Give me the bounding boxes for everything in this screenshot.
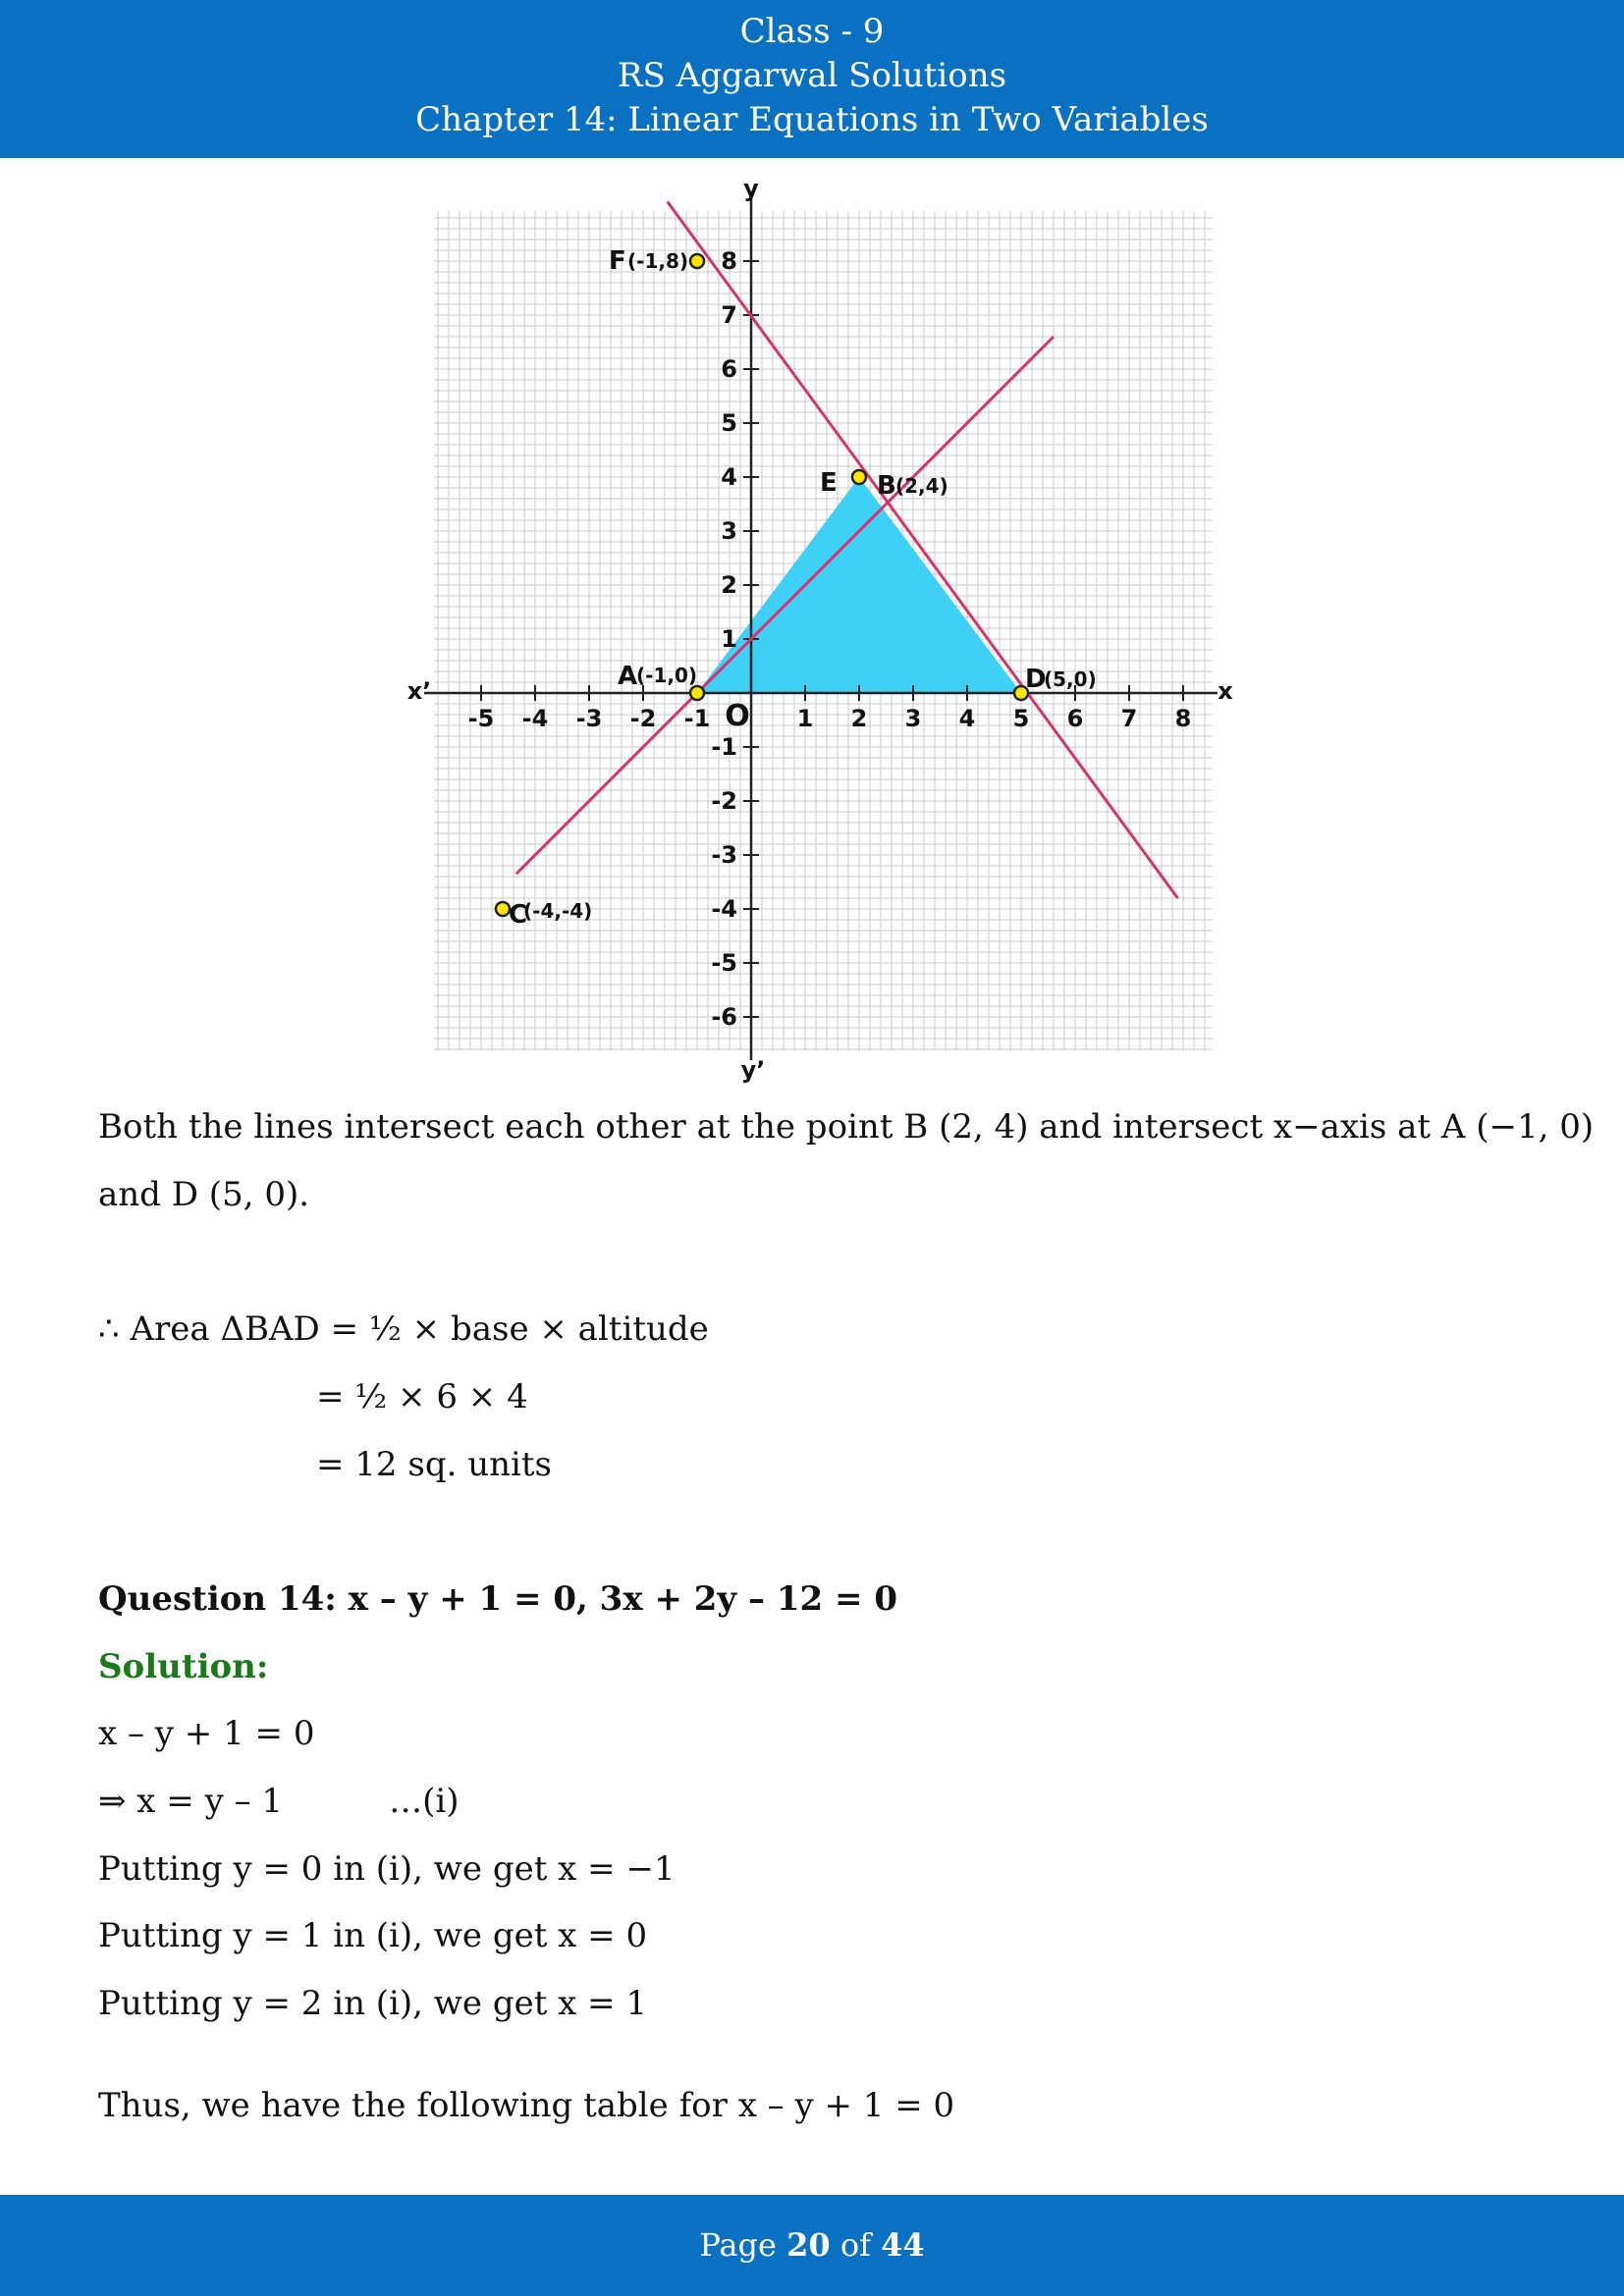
x-tick-label: -2	[629, 705, 657, 732]
point-f-coord: (-1,8)	[627, 249, 689, 273]
point-b-name: B	[877, 471, 896, 501]
paragraph-intersection-line1: Both the lines intersect each other at the point B (2, 4) and intersect x−axis at A (−1, 0)	[98, 1107, 1595, 1147]
point-f-name: F	[609, 246, 626, 276]
point-c-name: C	[509, 900, 528, 930]
point-f-marker	[690, 254, 704, 268]
y-tick-label: -3	[711, 841, 737, 869]
solution-step-1: x – y + 1 = 0	[98, 1714, 315, 1753]
header-book: RS Aggarwal Solutions	[617, 56, 1007, 95]
point-b-coord: (2,4)	[895, 474, 948, 498]
page-of: of	[830, 2226, 882, 2264]
y-tick-label: 6	[721, 355, 737, 383]
x-tick-label: 8	[1174, 705, 1192, 732]
page-current: 20	[786, 2226, 831, 2264]
page-prefix: Page	[699, 2226, 787, 2264]
y-tick-label: 7	[721, 301, 737, 329]
x-neg-axis-label: x’	[406, 677, 432, 705]
y-tick-label: 3	[721, 517, 737, 545]
area-step-2: = ½ × 6 × 4	[316, 1377, 528, 1416]
line-f-b-d	[668, 202, 1178, 899]
solution-step-2: ⇒ x = y – 1 …(i)	[98, 1782, 460, 1821]
x-tick-label: 3	[904, 705, 922, 732]
point-c-coord: (-4,-4)	[523, 899, 593, 923]
x-tick-label: -3	[575, 705, 603, 732]
y-axis-label: y	[743, 175, 759, 202]
y-tick-label: -1	[711, 733, 737, 761]
x-tick-label: 6	[1066, 705, 1084, 732]
x-tick-label: 1	[796, 705, 814, 732]
y-tick-label: 1	[721, 625, 737, 653]
origin-label: O	[725, 699, 750, 733]
area-step-3: = 12 sq. units	[316, 1445, 552, 1484]
solution-step-3: Putting y = 0 in (i), we get x = −1	[98, 1849, 676, 1889]
page-number	[0, 2226, 1624, 2264]
y-tick-label: -4	[711, 895, 737, 923]
point-d-name: D	[1025, 665, 1047, 694]
solution-step-5: Putting y = 2 in (i), we get x = 1	[98, 1984, 648, 2023]
x-tick-label: -1	[683, 705, 711, 732]
x-tick-label: 7	[1120, 705, 1138, 732]
point-d-coord: (5,0)	[1044, 667, 1097, 691]
question-heading: Question 14: x – y + 1 = 0, 3x + 2y – 12 = 0	[98, 1579, 897, 1619]
graph-figure	[398, 167, 1262, 1090]
line-ca-b	[516, 337, 1054, 874]
y-tick-label: 5	[721, 409, 737, 437]
solution-step-4: Putting y = 1 in (i), we get x = 0	[98, 1916, 648, 1955]
page-total: 44	[881, 2226, 925, 2264]
x-tick-label: -4	[521, 705, 549, 732]
point-e-name: E	[820, 468, 838, 498]
x-tick-label: -5	[467, 705, 495, 732]
point-c-marker	[496, 902, 510, 916]
point-b-marker	[852, 470, 866, 484]
x-tick-label: 4	[958, 705, 976, 732]
y-tick-label: -2	[711, 787, 737, 815]
area-step-1: ∴ Area ΔBAD = ½ × base × altitude	[98, 1309, 709, 1349]
header-chapter: Chapter 14: Linear Equations in Two Variables	[415, 100, 1209, 139]
page-footer	[0, 2195, 1624, 2296]
x-axis-label: x	[1218, 677, 1233, 705]
header-class: Class - 9	[739, 12, 885, 51]
point-a-marker	[690, 686, 704, 700]
y-tick-label: -6	[711, 1003, 737, 1031]
point-a-coord: (-1,0)	[636, 664, 698, 687]
x-tick-label: 2	[850, 705, 868, 732]
y-tick-label: 2	[721, 571, 737, 599]
table-intro: Thus, we have the following table for x – y + 1 = 0	[98, 2086, 955, 2125]
page-header	[0, 0, 1624, 158]
y-tick-label: -5	[711, 949, 737, 977]
x-tick-label: 5	[1012, 705, 1030, 732]
y-neg-axis-label: y’	[740, 1056, 766, 1084]
y-tick-label: 4	[721, 463, 737, 491]
solution-label: Solution:	[98, 1647, 269, 1686]
paragraph-intersection-line2: and D (5, 0).	[98, 1175, 310, 1214]
point-a-name: A	[618, 662, 638, 691]
y-tick-label: 8	[721, 247, 737, 275]
